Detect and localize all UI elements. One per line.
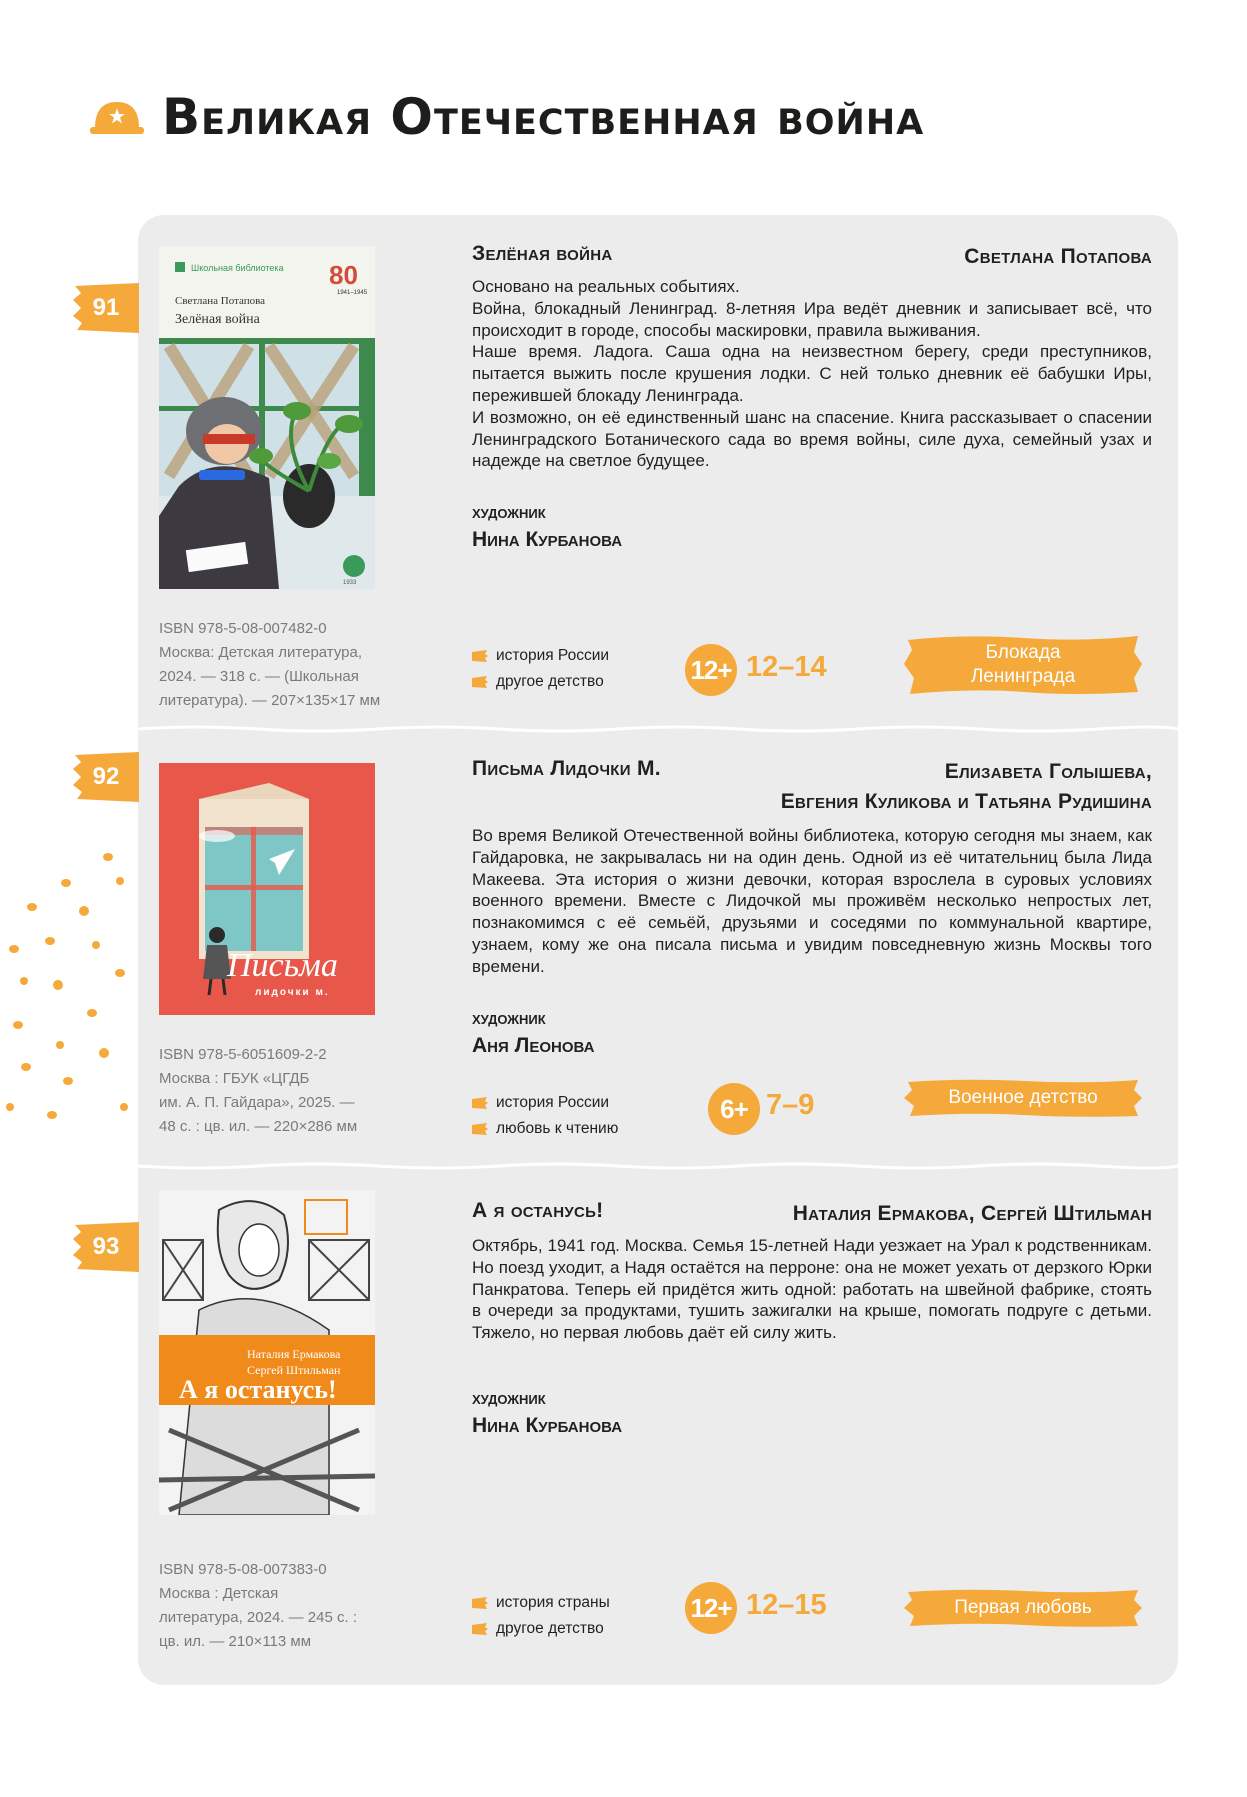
artist-label: художник (472, 1388, 546, 1408)
tag-icon (472, 1623, 488, 1636)
book-heading (472, 757, 1152, 813)
tag-icon (472, 676, 488, 689)
age-range: 12–15 (746, 1589, 827, 1621)
artist-label: художник (472, 1008, 546, 1028)
svg-text:Сергей Штильман: Сергей Штильман (247, 1363, 341, 1377)
tag-item: другое детство (472, 669, 609, 695)
svg-text:лидочки м.: лидочки м. (255, 987, 330, 998)
book-heading (472, 1199, 1152, 1223)
artist-name: Нина Курбанова (472, 528, 623, 551)
book-heading (472, 242, 1152, 266)
book-meta: ISBN 978-5-08-007482-0 Москва: Детская литература, 2024. — 318 с. — (Школьная литература). — 207×135×17 мм (159, 620, 381, 709)
topic-badge: Военное детство (904, 1078, 1142, 1118)
section-divider (138, 1161, 1178, 1171)
book-tags (472, 1590, 610, 1642)
book-description: Во время Великой Отечественной войны библиотека, которую сегодня мы знаем, как Гайдаровка, не закрывалась ни на один день. Одной из её читательниц была Лида Макеева. Эта история о жизни девочки, которая взрослела в суровых условиях военного времени. Вместе с Лидочкой мы проживём несколько непростых лет, познакомимся с её семьёй, друзьями и соседями по коммунальной квартире, узнаем, кому же она писала письма и увидим повседневную жизнь Москвы того времени. (472, 826, 1152, 976)
svg-text:Светлана Потапова: Светлана Потапова (175, 295, 266, 307)
svg-text:Наталия Ермакова: Наталия Ермакова (247, 1347, 341, 1361)
tag-icon (472, 1097, 488, 1110)
tag-item: история России (472, 1090, 618, 1116)
book-meta: ISBN 978-5-08-007383-0 Москва : Детская литература, 2024. — 245 с. : цв. ил. — 210×113 мм (159, 1561, 357, 1650)
book-cover (159, 246, 375, 589)
tag-item: история России (472, 643, 609, 669)
page-title: Великая Отечественная война (162, 88, 925, 146)
topic-badge: Первая любовь (904, 1588, 1142, 1628)
book-tags (472, 1090, 618, 1142)
entry-number-badge: 91 (73, 283, 139, 333)
artist-name: Аня Леонова (472, 1034, 595, 1057)
decorative-dots (0, 845, 135, 1125)
entry-number-badge: 92 (73, 752, 139, 802)
age-rating-badge: 12+ (685, 644, 737, 696)
section-divider (138, 724, 1178, 734)
age-rating-badge: 12+ (685, 1582, 737, 1634)
entry-number-badge: 93 (73, 1222, 139, 1272)
book-author: Светлана Потапова (964, 245, 1152, 268)
helmet-icon (90, 98, 144, 138)
book-description: Основано на реальных событиях. Война, блокадный Ленинград. 8-летняя Ира ведёт дневник и записывает всё, что происходит в городе, способы маскировки, правила выживания. Наше время. Ладога. Саша одна на неизвестном берегу, среди преступников, пытается выжить после крушения лодки. С ней только дневник её бабушки Иры, пережившей блокаду Ленинграда. И возможно, он её единственный шанс на спасение. Книга рассказывает о спасении Ленинградского Ботанического сада во время войны, силе духа, семейный узах и надежде на светлое будущее. (472, 277, 1152, 471)
svg-text:Письма: Письма (227, 947, 338, 984)
book-title: Зелёная война (472, 242, 613, 265)
book-cover (159, 763, 375, 1015)
book-author: Елизавета Голышева, Евгения Куликова и Татьяна Рудишина (780, 760, 1152, 813)
svg-text:1941–1945: 1941–1945 (337, 290, 368, 296)
svg-text:1933: 1933 (343, 580, 357, 586)
svg-text:80: 80 (329, 260, 358, 290)
svg-text:Школьная библиотека: Школьная библиотека (191, 263, 284, 273)
artist-label: художник (472, 502, 546, 522)
book-author: Наталия Ермакова, Сергей Штильман (792, 1202, 1152, 1225)
tag-item: история страны (472, 1590, 610, 1616)
book-title: Письма Лидочки М. (472, 757, 661, 780)
tag-icon (472, 650, 488, 663)
svg-text:А я останусь!: А я останусь! (179, 1375, 337, 1404)
book-description: Октябрь, 1941 год. Москва. Семья 15-летней Нади уезжает на Урал к родственникам. Но поезд уходит, а Надя остаётся на перроне: она не может уехать от дерзкого Юрки Панкратова. Теперь ей придётся жить одной: работать на швейной фабрике, стоять в очереди за продуктами, тушить зажигалки на крыше, помогать подруге с детьми. Тяжело, но первая любовь даёт ей силу жить. (472, 1236, 1152, 1343)
age-rating-badge: 6+ (708, 1083, 760, 1135)
page-header (90, 88, 990, 158)
age-range: 7–9 (766, 1089, 815, 1121)
book-cover (159, 1190, 375, 1515)
topic-badge: Блокада Ленинграда (904, 634, 1142, 696)
svg-text:Зелёная война: Зелёная война (175, 312, 260, 327)
tag-item: другое детство (472, 1616, 610, 1642)
book-title: А я останусь! (472, 1199, 604, 1222)
book-tags (472, 643, 609, 695)
tag-item: любовь к чтению (472, 1116, 618, 1142)
artist-name: Нина Курбанова (472, 1414, 623, 1437)
tag-icon (472, 1597, 488, 1610)
book-meta: ISBN 978-5-6051609-2-2 Москва : ГБУК «ЦГДБ им. А. П. Гайдара», 2025. — 48 с. : цв. ил. — 220×286 мм (159, 1046, 358, 1135)
age-range: 12–14 (746, 651, 827, 683)
tag-icon (472, 1123, 488, 1136)
